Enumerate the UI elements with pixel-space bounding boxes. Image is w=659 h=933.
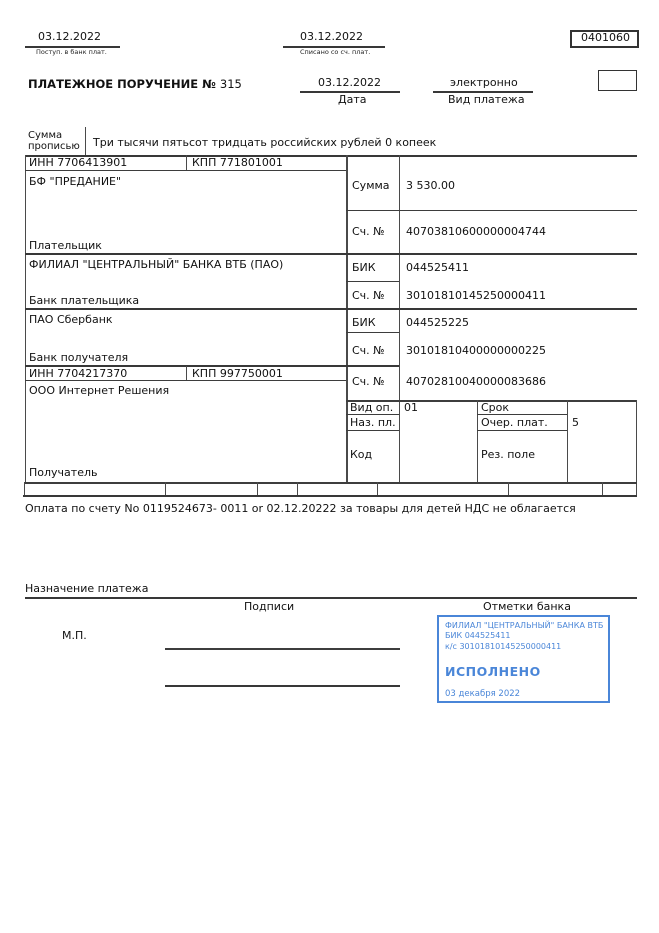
amount-words-value: Три тысячи пятьсот тридцать российских рублей 0 копеек [93, 136, 437, 149]
stamp-status: ИСПОЛНЕНО [445, 664, 541, 680]
amount-words-divider [85, 127, 86, 155]
payer-kpp: КПП 771801001 [192, 156, 283, 169]
payer-bank-label: Банк плательщика [29, 294, 140, 307]
table-mid-border [346, 155, 348, 482]
document-title [28, 78, 242, 91]
payee-account: 40702810040000083686 [406, 375, 546, 388]
amount-words-label [28, 130, 80, 152]
payee-bank-account: 30101810400000000225 [406, 344, 546, 357]
doc-date-label: Дата [338, 93, 367, 106]
payer-bank-section-line [25, 308, 637, 310]
payee-bank-bik: 044525225 [406, 316, 469, 329]
label-col-border [399, 155, 400, 482]
document-number: 315 [219, 77, 242, 91]
purpose-code-row-line [346, 430, 399, 431]
cells-row-top-line [25, 482, 637, 484]
payment-kind-label: Вид платежа [448, 93, 525, 106]
cells-divider-4 [377, 482, 378, 495]
priority-row-line [477, 430, 567, 431]
payee-account-label: Сч. № [352, 375, 385, 388]
code-label: Код [350, 448, 373, 461]
bank-stamp [437, 615, 610, 703]
purpose-underline [25, 597, 637, 599]
payer-account-label: Сч. № [352, 225, 385, 238]
cells-divider-6 [602, 482, 603, 495]
term-label: Срок [481, 401, 510, 414]
signatures-label: Подписи [244, 600, 295, 613]
stamp-date: 03 декабря 2022 [445, 689, 521, 700]
priority-value: 5 [572, 416, 579, 429]
purpose-label: Назначение платежа [25, 582, 149, 595]
amount-label: Сумма [352, 179, 390, 192]
ops-col-3-border [477, 400, 478, 482]
purpose-code-label: Наз. пл. [350, 416, 396, 429]
empty-checkbox [598, 70, 637, 91]
amount-row-line [346, 210, 637, 211]
payee-inn: ИНН 7704217370 [29, 367, 128, 380]
payer-bank-name: ФИЛИАЛ "ЦЕНТРАЛЬНЫЙ" БАНКА ВТБ (ПАО) [29, 258, 284, 271]
payer-bank-bik: 044525411 [406, 261, 469, 274]
form-code-box [570, 30, 639, 48]
cells-divider-5 [508, 482, 509, 495]
op-kind-label: Вид оп. [350, 401, 394, 414]
payer-account: 40703810600000004744 [406, 225, 546, 238]
cells-left-border [24, 482, 25, 495]
payee-name: ООО Интернет Решения [29, 384, 170, 397]
payer-inn-kpp-divider [186, 155, 187, 170]
received-date-label: Поступ. в банк плат. [36, 48, 107, 56]
title-text: ПЛАТЕЖНОЕ ПОРУЧЕНИЕ № [28, 77, 216, 91]
payer-inn: ИНН 7706413901 [29, 156, 128, 169]
amount-value: 3 530.00 [406, 179, 455, 192]
amount-words-label-2: прописью [28, 141, 80, 152]
payer-inn-row-line [25, 170, 346, 171]
payer-bank-bik-line [346, 281, 399, 282]
bank-marks-label: Отметки банка [483, 600, 571, 613]
cells-divider-1 [165, 482, 166, 495]
cells-divider-3 [297, 482, 298, 495]
ops-right-border [636, 400, 637, 495]
mp-label: М.П. [62, 629, 87, 642]
debited-date: 03.12.2022 [300, 30, 363, 43]
stamp-bik: БИК 044525411 [445, 631, 511, 641]
payer-bank-account: 30101810145250000411 [406, 289, 546, 302]
purpose-text: Оплата по счету No 0119524673- 0011 or 02.12.20222 за товары для детей НДС не облагается [25, 502, 576, 515]
debited-date-label: Списано со сч. плат. [300, 48, 371, 56]
payment-kind: электронно [450, 76, 518, 89]
payee-bank-bik-line [346, 332, 399, 333]
payer-bank-account-label: Сч. № [352, 289, 385, 302]
payer-section-line [25, 253, 637, 255]
cells-row-bottom-line [23, 495, 637, 497]
op-kind-row-line [346, 414, 399, 415]
signature-line-2 [165, 685, 400, 687]
payer-bank-bik-label: БИК [352, 261, 376, 274]
priority-label: Очер. плат. [481, 416, 548, 429]
term-row-line [477, 414, 567, 415]
stamp-corr-account: к/с 30101810145250000411 [445, 641, 562, 651]
ops-col-4-border [567, 400, 568, 482]
amount-words-label-1: Сумма [28, 130, 63, 141]
stamp-bank-name: ФИЛИАЛ "ЦЕНТРАЛЬНЫЙ" БАНКА ВТБ [445, 621, 604, 630]
payee-bank-label: Банк получателя [29, 351, 129, 364]
payee-inn-row-line [25, 380, 346, 381]
cells-divider-2 [257, 482, 258, 495]
reserve-label: Рез. поле [481, 448, 535, 461]
payee-kpp: КПП 997750001 [192, 367, 283, 380]
op-kind-value: 01 [404, 401, 418, 414]
payee-bank-account-label: Сч. № [352, 344, 385, 357]
payee-bank-bik-label: БИК [352, 316, 376, 329]
payee-label: Получатель [29, 466, 98, 479]
form-code: 0401060 [581, 31, 630, 44]
doc-date: 03.12.2022 [318, 76, 381, 89]
received-date: 03.12.2022 [38, 30, 101, 43]
payer-name: БФ "ПРЕДАНИЕ" [29, 175, 122, 188]
payee-inn-kpp-divider [186, 366, 187, 380]
table-left-border [25, 155, 26, 482]
payer-label: Плательщик [29, 239, 102, 252]
signature-line-1 [165, 648, 400, 650]
payee-bank-name: ПАО Сбербанк [29, 313, 113, 326]
